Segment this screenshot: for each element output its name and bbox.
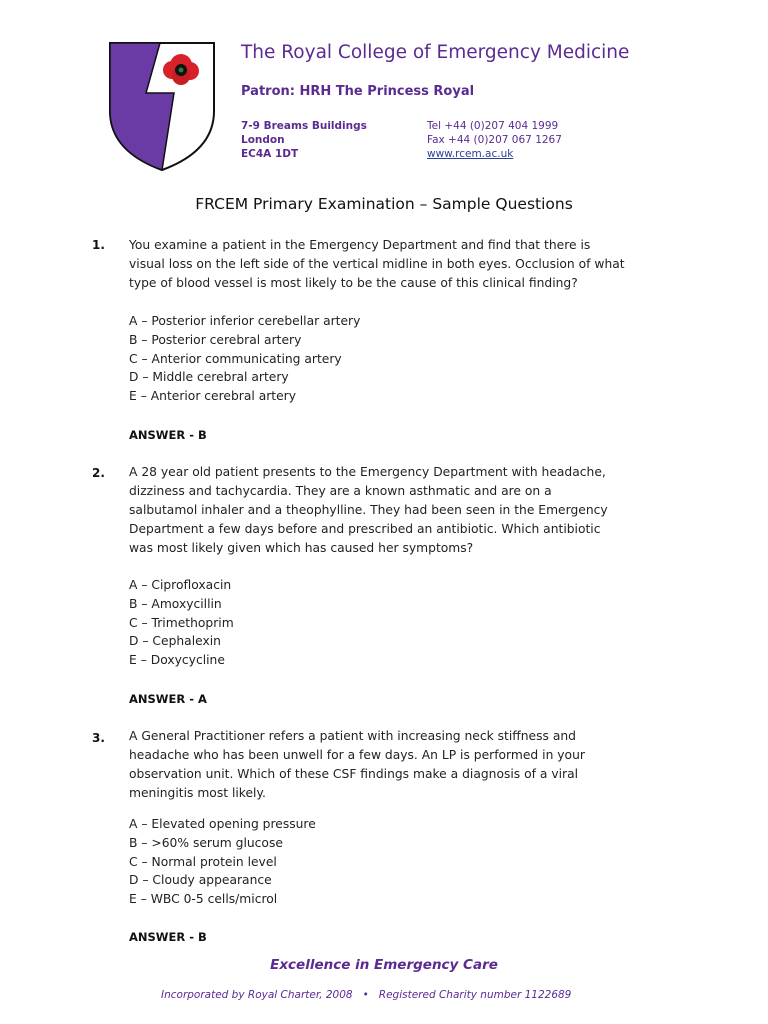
address-line: 7-9 Breams Buildings	[241, 120, 367, 132]
charter-text: Incorporated by Royal Charter, 2008	[161, 989, 353, 1001]
answer-option: B – Posterior cerebral artery	[129, 332, 302, 347]
college-crest-logo	[108, 41, 216, 172]
option-list	[129, 312, 360, 406]
answer-option: A – Elevated opening pressure	[129, 817, 316, 831]
question-number: 2.	[92, 466, 105, 480]
fax-number: Fax +44 (0)207 067 1267	[427, 134, 562, 146]
footer-legal	[161, 989, 571, 1001]
answer-key: ANSWER - B	[129, 930, 207, 944]
answer-key: ANSWER - A	[129, 692, 207, 706]
charity-number: Registered Charity number 1122689	[378, 989, 572, 1001]
question-line: visual loss on the left side of the vertical midline in both eyes. Occlusion of what	[129, 257, 625, 271]
bullet-separator: •	[362, 989, 369, 1001]
question-text	[129, 236, 689, 293]
org-name: The Royal College of Emergency Medicine	[241, 42, 630, 63]
answer-option: E – Anterior cerebral artery	[129, 389, 296, 404]
question-line: was most likely given which has caused her symptoms?	[129, 541, 474, 555]
question-line: type of blood vessel is most likely to be the cause of this clinical finding?	[129, 276, 578, 290]
address-line: London	[241, 134, 285, 146]
address-line: EC4A 1DT	[241, 148, 299, 160]
question-line: salbutamol inhaler and a theophylline. They had been seen in the Emergency	[129, 503, 608, 517]
answer-option: A – Ciprofloxacin	[129, 578, 232, 592]
question-line: A General Practitioner refers a patient with increasing neck stiffness and	[129, 729, 576, 743]
answer-option: E – WBC 0-5 cells/microl	[129, 892, 278, 907]
question-text	[129, 727, 689, 803]
answer-option: C – Anterior communicating artery	[129, 351, 342, 366]
question-line: meningitis most likely.	[129, 786, 266, 800]
answer-option: D – Cephalexin	[129, 634, 221, 649]
question-number: 3.	[92, 731, 105, 745]
patron-line: Patron: HRH The Princess Royal	[241, 84, 475, 99]
option-list	[129, 576, 234, 670]
answer-option: D – Cloudy appearance	[129, 873, 272, 888]
tel-number: Tel +44 (0)207 404 1999	[427, 120, 559, 132]
answer-option: D – Middle cerebral artery	[129, 370, 289, 385]
answer-option: C – Normal protein level	[129, 854, 277, 869]
question-line: headache who has been unwell for a few days. An LP is performed in your	[129, 748, 585, 762]
option-list	[129, 815, 316, 909]
answer-option: E – Doxycycline	[129, 653, 225, 668]
contact-block	[427, 119, 562, 161]
answer-option: B – >60% serum glucose	[129, 835, 283, 850]
answer-option: B – Amoxycillin	[129, 596, 222, 611]
question-number: 1.	[92, 238, 105, 252]
question-line: A 28 year old patient presents to the Emergency Department with headache,	[129, 465, 606, 479]
document-title: FRCEM Primary Examination – Sample Questions	[195, 195, 573, 213]
question-text	[129, 463, 689, 558]
answer-key: ANSWER - B	[129, 428, 207, 442]
question-line: Department a few days before and prescribed an antibiotic. Which antibiotic	[129, 522, 601, 536]
website-link[interactable]: www.rcem.ac.uk	[427, 148, 514, 160]
question-line: You examine a patient in the Emergency Department and find that there is	[129, 238, 591, 252]
question-line: observation unit. Which of these CSF findings make a diagnosis of a viral	[129, 767, 579, 781]
question-line: dizziness and tachycardia. They are a known asthmatic and are on a	[129, 484, 552, 498]
answer-option: C – Trimethoprim	[129, 615, 234, 630]
address-block	[241, 119, 367, 161]
answer-option: A – Posterior inferior cerebellar artery	[129, 314, 361, 328]
footer-motto: Excellence in Emergency Care	[270, 957, 498, 973]
